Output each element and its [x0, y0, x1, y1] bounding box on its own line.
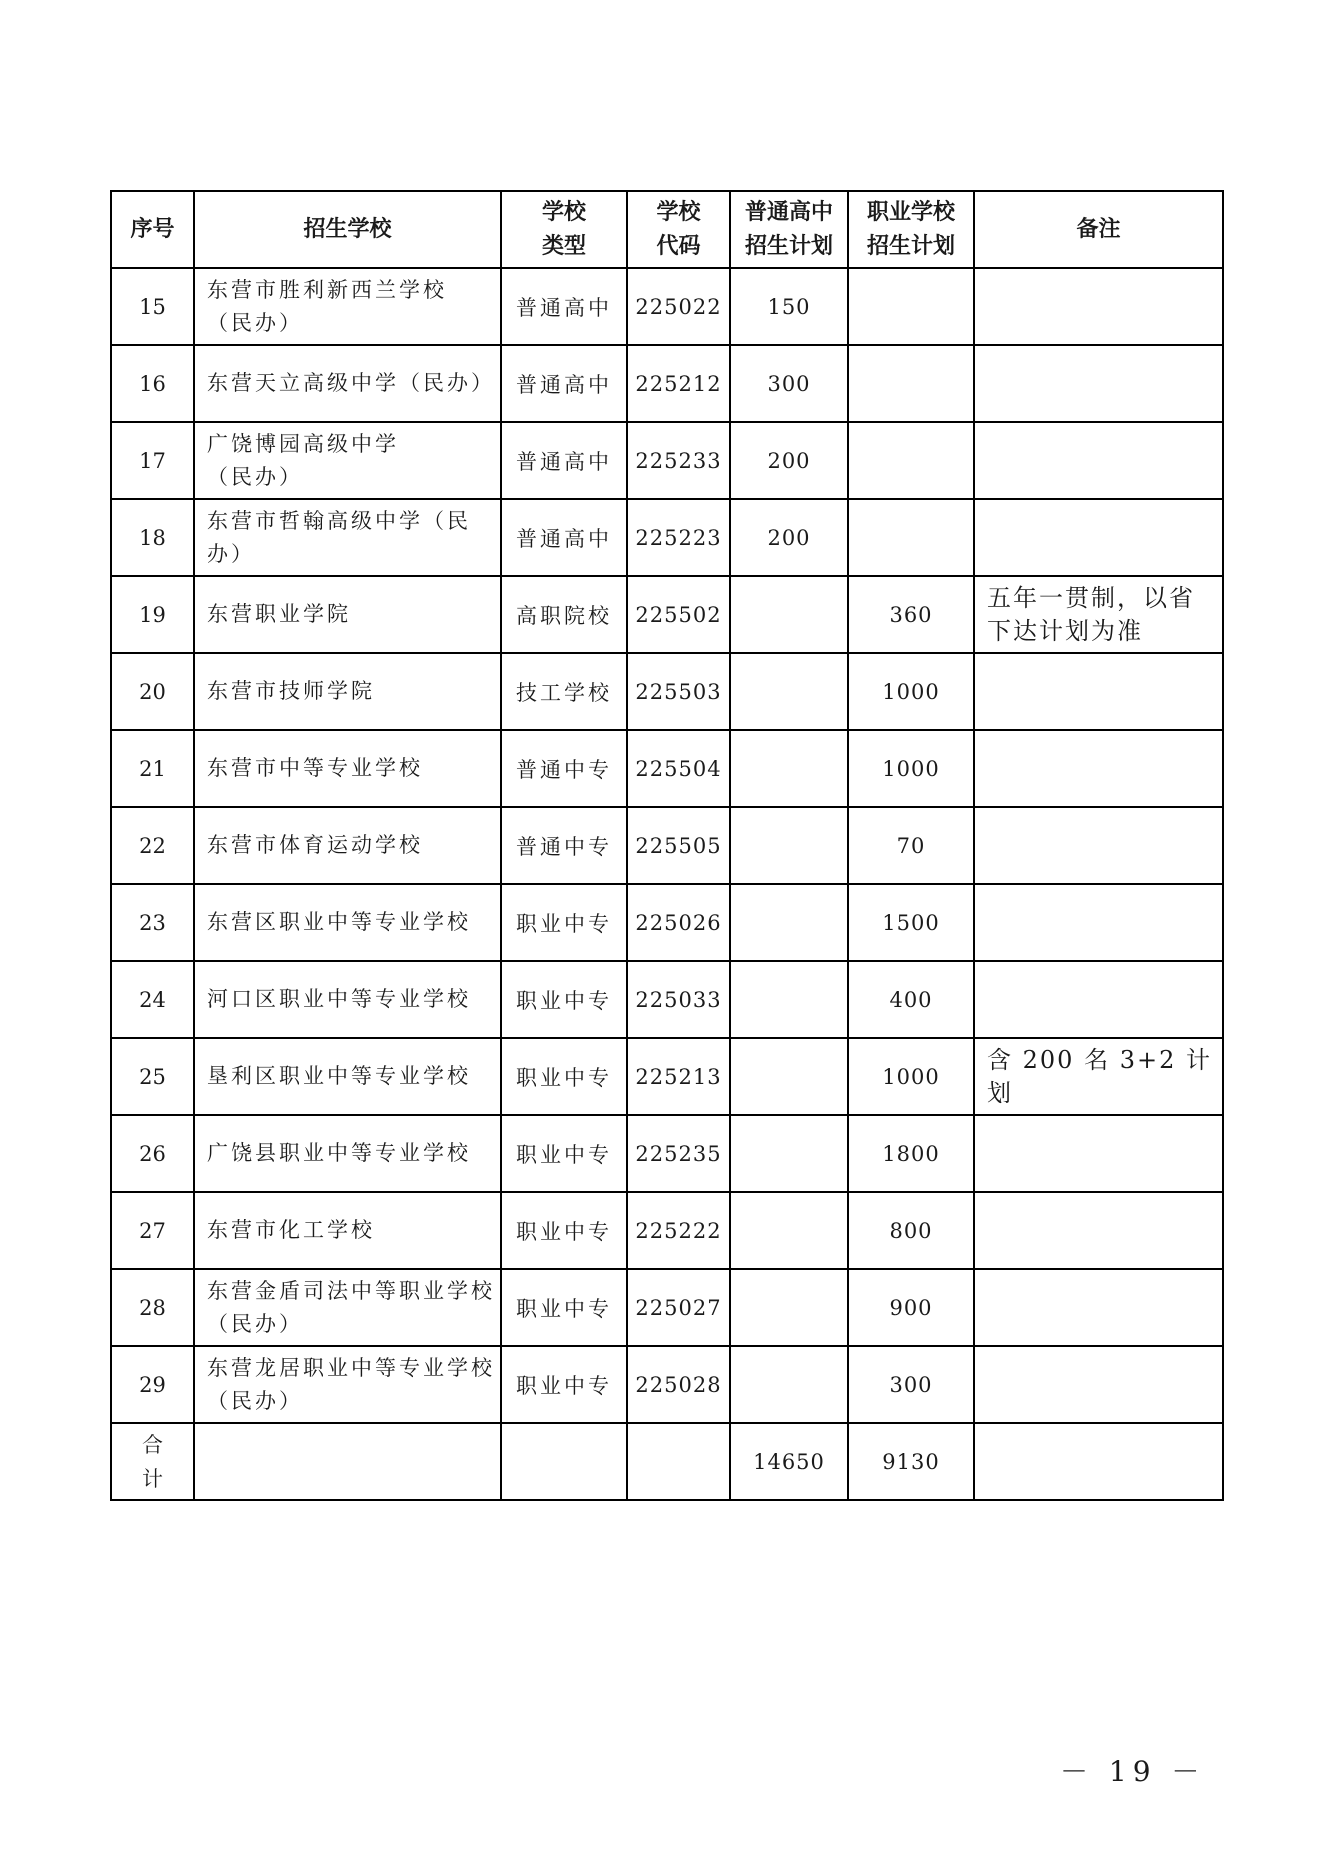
- row-general-plan: 200: [730, 422, 848, 499]
- row-general-plan: 150: [730, 268, 848, 345]
- row-general-plan: [730, 1192, 848, 1269]
- total-school-empty: [194, 1423, 501, 1500]
- total-row: [111, 1423, 1223, 1500]
- row-school-code: 225233: [627, 422, 730, 499]
- row-school-name: 东营龙居职业中等专业学校 （民办）: [194, 1346, 501, 1423]
- row-general-plan: [730, 653, 848, 730]
- row-school-type: 普通高中: [501, 345, 627, 422]
- row-school-code: 225033: [627, 961, 730, 1038]
- header-school: 招生学校: [194, 191, 501, 268]
- row-vocational-plan: 1000: [848, 1038, 974, 1115]
- row-general-plan: [730, 961, 848, 1038]
- row-remarks: [974, 422, 1223, 499]
- row-vocational-plan: [848, 345, 974, 422]
- row-school-code: 225502: [627, 576, 730, 653]
- row-school-type: 高职院校: [501, 576, 627, 653]
- row-school-code: 225028: [627, 1346, 730, 1423]
- row-seq: 25: [111, 1038, 194, 1115]
- row-remarks: 五年一贯制，以省 下达计划为准: [974, 576, 1223, 653]
- row-seq: 17: [111, 422, 194, 499]
- row-vocational-plan: [848, 268, 974, 345]
- row-seq: 23: [111, 884, 194, 961]
- table-row: [111, 653, 1223, 730]
- row-school-name: 东营职业学院: [194, 576, 501, 653]
- row-school-name: 东营市技师学院: [194, 653, 501, 730]
- table-row: [111, 268, 1223, 345]
- row-general-plan: [730, 1346, 848, 1423]
- row-school-type: 普通中专: [501, 807, 627, 884]
- row-school-type: 普通高中: [501, 268, 627, 345]
- table-row: [111, 730, 1223, 807]
- row-school-name: 东营区职业中等专业学校: [194, 884, 501, 961]
- table-row: [111, 1346, 1223, 1423]
- table-row: [111, 1115, 1223, 1192]
- row-vocational-plan: 400: [848, 961, 974, 1038]
- row-school-type: 职业中专: [501, 961, 627, 1038]
- row-seq: 20: [111, 653, 194, 730]
- row-school-type: 职业中专: [501, 1269, 627, 1346]
- table-row: [111, 345, 1223, 422]
- enrollment-plan-table: [110, 190, 1224, 1501]
- row-school-type: 普通中专: [501, 730, 627, 807]
- row-school-code: 225212: [627, 345, 730, 422]
- row-remarks: [974, 730, 1223, 807]
- row-school-name: 东营天立高级中学（民办）: [194, 345, 501, 422]
- row-seq: 27: [111, 1192, 194, 1269]
- row-school-code: 225223: [627, 499, 730, 576]
- row-school-code: 225235: [627, 1115, 730, 1192]
- table-row: [111, 422, 1223, 499]
- row-remarks: [974, 961, 1223, 1038]
- header-general-plan: 普通高中 招生计划: [730, 191, 848, 268]
- row-seq: 28: [111, 1269, 194, 1346]
- row-school-name: 东营市胜利新西兰学校 （民办）: [194, 268, 501, 345]
- row-general-plan: [730, 576, 848, 653]
- row-school-name: 垦利区职业中等专业学校: [194, 1038, 501, 1115]
- row-vocational-plan: 1000: [848, 730, 974, 807]
- row-school-type: 职业中专: [501, 884, 627, 961]
- total-vocational-plan: 9130: [848, 1423, 974, 1500]
- row-seq: 29: [111, 1346, 194, 1423]
- row-vocational-plan: 70: [848, 807, 974, 884]
- row-school-code: 225027: [627, 1269, 730, 1346]
- row-general-plan: [730, 884, 848, 961]
- row-school-type: 职业中专: [501, 1115, 627, 1192]
- row-remarks: [974, 884, 1223, 961]
- row-vocational-plan: 1500: [848, 884, 974, 961]
- row-remarks: [974, 268, 1223, 345]
- row-seq: 19: [111, 576, 194, 653]
- row-school-name: 东营市体育运动学校: [194, 807, 501, 884]
- row-school-name: 东营金盾司法中等职业学校 （民办）: [194, 1269, 501, 1346]
- row-school-code: 225022: [627, 268, 730, 345]
- row-school-code: 225026: [627, 884, 730, 961]
- table-row: [111, 1269, 1223, 1346]
- row-vocational-plan: 800: [848, 1192, 974, 1269]
- row-remarks: [974, 1115, 1223, 1192]
- row-general-plan: [730, 1269, 848, 1346]
- table-row: [111, 1038, 1223, 1115]
- row-remarks: [974, 1346, 1223, 1423]
- table-row: [111, 1192, 1223, 1269]
- table-row: [111, 961, 1223, 1038]
- row-school-code: 225213: [627, 1038, 730, 1115]
- header-school-code: 学校 代码: [627, 191, 730, 268]
- row-school-type: 普通高中: [501, 422, 627, 499]
- row-school-code: 225503: [627, 653, 730, 730]
- row-seq: 24: [111, 961, 194, 1038]
- row-school-name: 广饶博园高级中学 （民办）: [194, 422, 501, 499]
- row-school-name: 河口区职业中等专业学校: [194, 961, 501, 1038]
- row-school-code: 225504: [627, 730, 730, 807]
- row-vocational-plan: 360: [848, 576, 974, 653]
- row-general-plan: 200: [730, 499, 848, 576]
- row-school-name: 东营市哲翰高级中学（民办）: [194, 499, 501, 576]
- total-remarks-empty: [974, 1423, 1223, 1500]
- row-general-plan: [730, 1115, 848, 1192]
- page-number: － 19 －: [1060, 1755, 1206, 1788]
- header-vocational-plan: 职业学校 招生计划: [848, 191, 974, 268]
- row-general-plan: [730, 730, 848, 807]
- row-general-plan: [730, 1038, 848, 1115]
- row-remarks: [974, 499, 1223, 576]
- row-school-type: 职业中专: [501, 1192, 627, 1269]
- header-school-type: 学校 类型: [501, 191, 627, 268]
- row-general-plan: 300: [730, 345, 848, 422]
- row-seq: 26: [111, 1115, 194, 1192]
- row-general-plan: [730, 807, 848, 884]
- row-seq: 16: [111, 345, 194, 422]
- row-remarks: [974, 1269, 1223, 1346]
- row-school-name: 东营市中等专业学校: [194, 730, 501, 807]
- row-vocational-plan: 1000: [848, 653, 974, 730]
- row-vocational-plan: [848, 499, 974, 576]
- row-vocational-plan: [848, 422, 974, 499]
- total-type-empty: [501, 1423, 627, 1500]
- table-row: [111, 807, 1223, 884]
- row-school-name: 东营市化工学校: [194, 1192, 501, 1269]
- total-code-empty: [627, 1423, 730, 1500]
- header-remarks: 备注: [974, 191, 1223, 268]
- row-school-type: 普通高中: [501, 499, 627, 576]
- header-row: [111, 191, 1223, 268]
- total-label: 合 计: [111, 1423, 194, 1500]
- row-vocational-plan: 1800: [848, 1115, 974, 1192]
- row-school-code: 225505: [627, 807, 730, 884]
- row-school-type: 技工学校: [501, 653, 627, 730]
- row-school-type: 职业中专: [501, 1038, 627, 1115]
- header-seq: 序号: [111, 191, 194, 268]
- row-seq: 18: [111, 499, 194, 576]
- row-school-code: 225222: [627, 1192, 730, 1269]
- row-remarks: [974, 807, 1223, 884]
- row-school-name: 广饶县职业中等专业学校: [194, 1115, 501, 1192]
- table-row: [111, 884, 1223, 961]
- row-seq: 15: [111, 268, 194, 345]
- row-seq: 22: [111, 807, 194, 884]
- row-remarks: [974, 345, 1223, 422]
- row-vocational-plan: 900: [848, 1269, 974, 1346]
- row-seq: 21: [111, 730, 194, 807]
- table-row: [111, 499, 1223, 576]
- total-general-plan: 14650: [730, 1423, 848, 1500]
- row-school-type: 职业中专: [501, 1346, 627, 1423]
- row-remarks: [974, 653, 1223, 730]
- row-vocational-plan: 300: [848, 1346, 974, 1423]
- row-remarks: 含 200 名 3+2 计划: [974, 1038, 1223, 1115]
- row-remarks: [974, 1192, 1223, 1269]
- table-row: [111, 576, 1223, 653]
